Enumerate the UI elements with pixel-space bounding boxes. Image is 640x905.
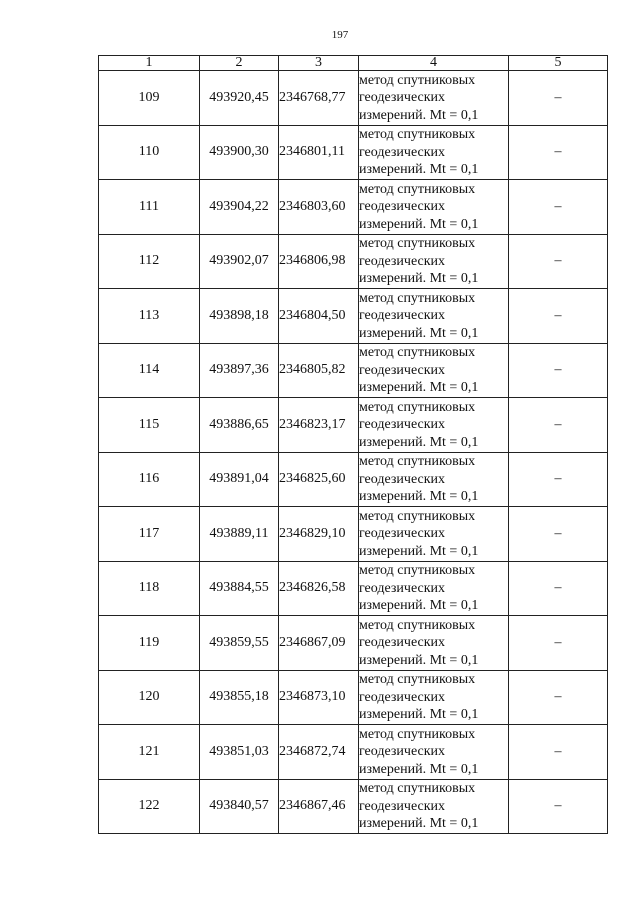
method-line-3: измерений. Mt = 0,1 (359, 598, 479, 613)
point-number-cell: 112 (99, 234, 200, 289)
y-coordinate-cell: 2346805,82 (279, 343, 359, 398)
point-number-cell: 120 (99, 670, 200, 725)
table-row (99, 234, 608, 289)
x-coordinate-cell: 493897,36 (200, 343, 279, 398)
y-coordinate-cell: 2346806,98 (279, 234, 359, 289)
table-row (99, 289, 608, 344)
table-header (99, 56, 608, 71)
header-row (99, 56, 608, 71)
method-line-2: геодезических (359, 199, 446, 214)
y-coordinate-cell: 2346801,11 (279, 125, 359, 180)
method-line-2: геодезических (359, 417, 446, 432)
method-line-2: геодезических (359, 471, 446, 487)
point-number-cell: 116 (99, 452, 200, 507)
x-coordinate-cell: 493886,65 (200, 398, 279, 453)
method-line-2: геодезических (359, 362, 446, 378)
x-coordinate-cell: 493859,55 (200, 616, 279, 671)
note-cell: – (509, 125, 608, 180)
method-line-3: измерений. Mt = 0,1 (359, 543, 479, 559)
method-line-3: измерений. Mt = 0,1 (359, 489, 479, 504)
note-cell: – (509, 779, 608, 834)
method-line-2: геодезических (359, 90, 446, 105)
method-cell (359, 561, 509, 616)
header-col-2: 2 (200, 56, 279, 71)
point-number-cell: 115 (99, 398, 200, 453)
method-cell (359, 343, 509, 398)
table-row (99, 616, 608, 671)
y-coordinate-cell: 2346825,60 (279, 452, 359, 507)
method-cell (359, 234, 509, 289)
point-number-cell: 110 (99, 125, 200, 180)
y-coordinate-cell: 2346829,10 (279, 507, 359, 562)
method-cell (359, 289, 509, 344)
method-line-1: метод спутниковых (359, 672, 476, 687)
method-line-1: метод спутниковых (359, 617, 476, 633)
point-number-cell: 114 (99, 343, 200, 398)
method-line-1: метод спутниковых (359, 290, 476, 306)
point-number-cell: 109 (99, 71, 200, 126)
note-cell: – (509, 398, 608, 453)
method-line-3: измерений. Mt = 0,1 (359, 816, 479, 831)
table-row (99, 507, 608, 562)
method-line-2: геодезических (359, 744, 446, 759)
y-coordinate-cell: 2346872,74 (279, 725, 359, 780)
y-coordinate-cell: 2346803,60 (279, 180, 359, 235)
x-coordinate-cell: 493840,57 (200, 779, 279, 834)
header-col-3: 3 (279, 56, 359, 71)
point-number-cell: 122 (99, 779, 200, 834)
method-line-2: геодезических (359, 144, 446, 160)
table-row (99, 71, 608, 126)
x-coordinate-cell: 493902,07 (200, 234, 279, 289)
method-line-3: измерений. Mt = 0,1 (359, 325, 479, 341)
point-number-cell: 121 (99, 725, 200, 780)
method-line-2: геодезических (359, 635, 446, 650)
note-cell: – (509, 180, 608, 235)
method-line-3: измерений. Mt = 0,1 (359, 271, 479, 286)
note-cell: – (509, 343, 608, 398)
method-cell (359, 452, 509, 507)
table-row (99, 343, 608, 398)
method-line-1: метод спутниковых (359, 127, 476, 142)
note-cell: – (509, 616, 608, 671)
method-line-1: метод спутниковых (359, 454, 476, 469)
note-cell: – (509, 234, 608, 289)
method-cell (359, 725, 509, 780)
note-cell: – (509, 507, 608, 562)
method-line-3: измерений. Mt = 0,1 (359, 652, 479, 668)
y-coordinate-cell: 2346873,10 (279, 670, 359, 725)
method-line-3: измерений. Mt = 0,1 (359, 216, 479, 232)
method-cell (359, 180, 509, 235)
method-line-2: геодезических (359, 689, 446, 705)
method-line-2: геодезических (359, 253, 446, 269)
method-line-3: измерений. Mt = 0,1 (359, 107, 479, 123)
method-cell (359, 125, 509, 180)
method-line-2: геодезических (359, 526, 446, 541)
point-number-cell: 111 (99, 180, 200, 235)
y-coordinate-cell: 2346804,50 (279, 289, 359, 344)
table-row (99, 561, 608, 616)
method-line-2: геодезических (359, 308, 446, 323)
table-row (99, 779, 608, 834)
y-coordinate-cell: 2346867,09 (279, 616, 359, 671)
x-coordinate-cell: 493920,45 (200, 71, 279, 126)
note-cell: – (509, 71, 608, 126)
table-row (99, 452, 608, 507)
x-coordinate-cell: 493904,22 (200, 180, 279, 235)
coordinates-table (98, 55, 608, 834)
table-body (99, 71, 608, 834)
header-col-1: 1 (99, 56, 200, 71)
x-coordinate-cell: 493851,03 (200, 725, 279, 780)
method-cell (359, 616, 509, 671)
header-col-4: 4 (359, 56, 509, 71)
method-line-3: измерений. Mt = 0,1 (359, 380, 479, 395)
x-coordinate-cell: 493898,18 (200, 289, 279, 344)
page-number: 197 (331, 29, 349, 41)
method-cell (359, 398, 509, 453)
point-number-cell: 117 (99, 507, 200, 562)
method-line-1: метод спутниковых (359, 726, 476, 742)
table-row (99, 725, 608, 780)
point-number-cell: 113 (99, 289, 200, 344)
note-cell: – (509, 561, 608, 616)
table-row (99, 125, 608, 180)
method-line-1: метод спутниковых (359, 236, 476, 251)
x-coordinate-cell: 493891,04 (200, 452, 279, 507)
x-coordinate-cell: 493855,18 (200, 670, 279, 725)
y-coordinate-cell: 2346768,77 (279, 71, 359, 126)
method-cell (359, 71, 509, 126)
method-line-3: измерений. Mt = 0,1 (359, 761, 479, 777)
note-cell: – (509, 452, 608, 507)
method-line-3: измерений. Mt = 0,1 (359, 434, 479, 450)
method-line-1: метод спутниковых (359, 399, 476, 415)
method-line-1: метод спутниковых (359, 508, 476, 524)
table-row (99, 670, 608, 725)
method-line-1: метод спутниковых (359, 181, 476, 197)
note-cell: – (509, 725, 608, 780)
table-row (99, 398, 608, 453)
header-col-5: 5 (509, 56, 608, 71)
note-cell: – (509, 289, 608, 344)
method-cell (359, 670, 509, 725)
method-line-3: измерений. Mt = 0,1 (359, 162, 479, 177)
point-number-cell: 119 (99, 616, 200, 671)
x-coordinate-cell: 493889,11 (200, 507, 279, 562)
method-cell (359, 507, 509, 562)
point-number-cell: 118 (99, 561, 200, 616)
note-cell: – (509, 670, 608, 725)
y-coordinate-cell: 2346867,46 (279, 779, 359, 834)
y-coordinate-cell: 2346826,58 (279, 561, 359, 616)
method-line-1: метод спутниковых (359, 72, 476, 88)
method-line-2: геодезических (359, 580, 446, 596)
table-row (99, 180, 608, 235)
method-line-2: геодезических (359, 798, 446, 814)
x-coordinate-cell: 493884,55 (200, 561, 279, 616)
method-line-3: измерений. Mt = 0,1 (359, 707, 479, 722)
method-cell (359, 779, 509, 834)
method-line-1: метод спутниковых (359, 345, 476, 360)
x-coordinate-cell: 493900,30 (200, 125, 279, 180)
method-line-1: метод спутниковых (359, 563, 476, 578)
method-line-1: метод спутниковых (359, 781, 476, 796)
y-coordinate-cell: 2346823,17 (279, 398, 359, 453)
